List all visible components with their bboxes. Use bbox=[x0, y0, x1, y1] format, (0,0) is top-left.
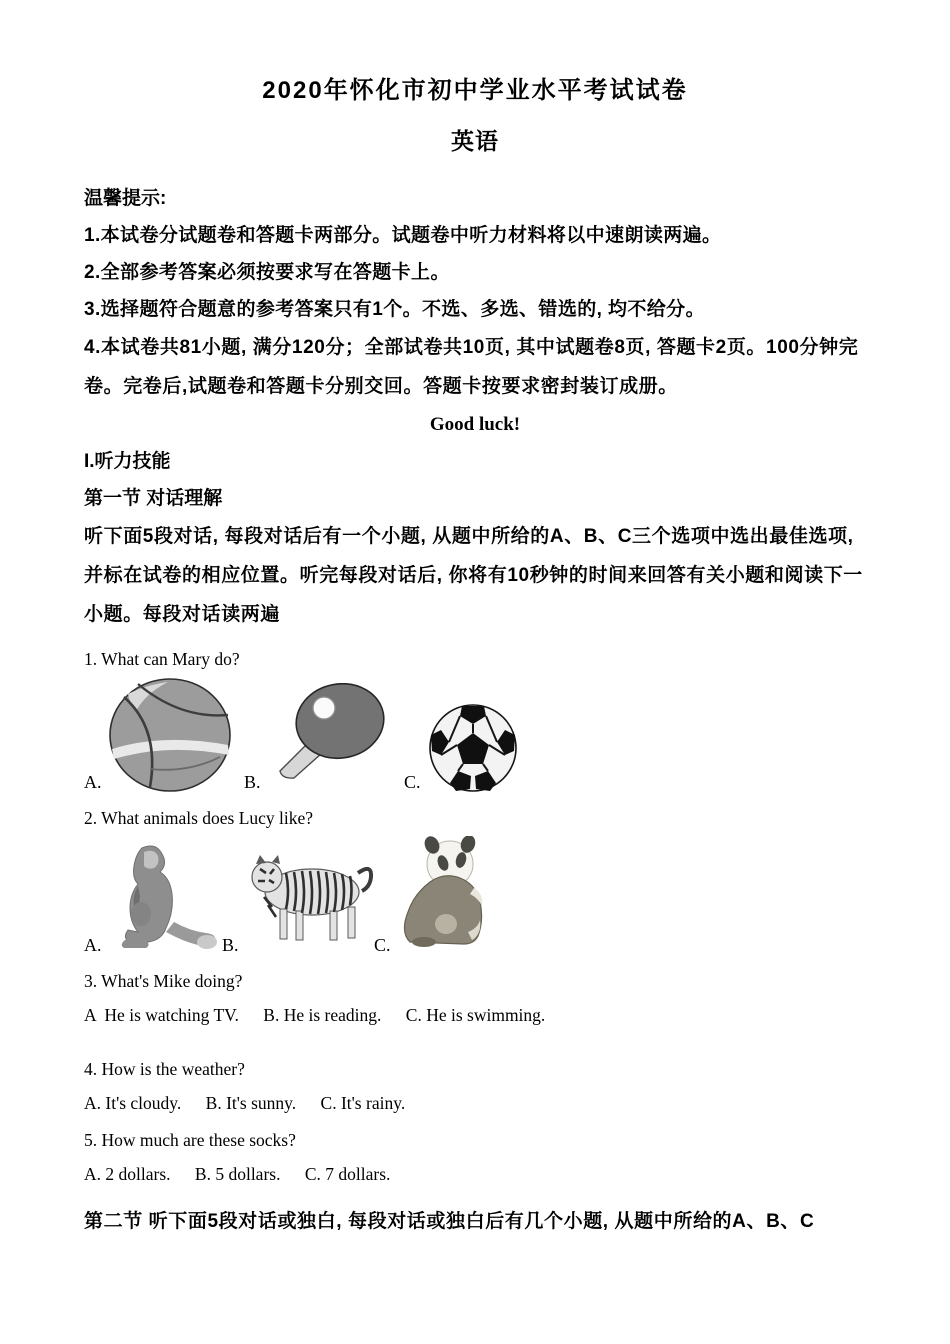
panda-image bbox=[398, 836, 488, 948]
tiger-image bbox=[246, 847, 374, 944]
question-2-options bbox=[84, 836, 866, 956]
page-title: 2020年怀化市初中学业水平考试试卷 bbox=[262, 77, 688, 104]
question-4-option-b: B. It's sunny. bbox=[205, 1093, 297, 1113]
question-4-option-c: C. It's rainy. bbox=[320, 1093, 406, 1113]
question-4-option-a: A. It's cloudy. bbox=[84, 1093, 182, 1113]
part1-title: 第一节 对话理解 bbox=[84, 488, 223, 509]
question-2-text: 2. What animals does Lucy like? bbox=[84, 808, 314, 828]
good-luck-text: Good luck! bbox=[429, 414, 521, 435]
question-4-options bbox=[84, 1091, 866, 1115]
question-1-option-c bbox=[404, 703, 518, 793]
option-label: C. bbox=[374, 935, 391, 955]
question-3-option-c: C. He is swimming. bbox=[405, 1005, 546, 1025]
question-5-options bbox=[84, 1162, 866, 1186]
notice-item-2: 2.全部参考答案必须按要求写在答题卡上。 bbox=[84, 262, 450, 283]
notice-item-1: 1.本试卷分试题卷和答题卡两部分。试题卷中听力材料将以中速朗读两遍。 bbox=[84, 225, 722, 246]
listening-section-title: I.听力技能 bbox=[84, 451, 171, 472]
option-label: A. bbox=[84, 935, 102, 955]
question-4-text: 4. How is the weather? bbox=[84, 1059, 245, 1079]
page-subject: 英语 bbox=[451, 128, 499, 154]
question-5-option-b: B. 5 dollars. bbox=[194, 1164, 281, 1184]
question-2-option-b bbox=[222, 847, 374, 956]
notice-item-3: 3.选择题符合题意的参考答案只有1个。不选、多选、错选的, 均不给分。 bbox=[84, 299, 705, 320]
notice-heading: 温馨提示: bbox=[84, 188, 167, 209]
option-label: B. bbox=[244, 772, 261, 792]
basketball-image bbox=[108, 677, 234, 793]
question-5-option-a: A. 2 dollars. bbox=[84, 1164, 171, 1184]
question-5-option-c: C. 7 dollars. bbox=[304, 1164, 391, 1184]
soccer-ball-image bbox=[428, 703, 518, 793]
question-3-option-a: A He is watching TV. bbox=[84, 1005, 239, 1025]
question-1-option-b bbox=[244, 683, 404, 793]
question-1-option-a bbox=[84, 677, 244, 793]
question-1-text: 1. What can Mary do? bbox=[84, 649, 240, 669]
question-3-options bbox=[84, 1003, 866, 1027]
question-2-option-c bbox=[374, 836, 488, 956]
option-label: B. bbox=[222, 935, 239, 955]
part1-instructions: 听下面5段对话, 每段对话后有一个小题, 从题中所给的A、B、C三个选项中选出最佳选项, 并标在试卷的相应位置。听完每段对话后, 你将有10秒钟的时间来回答有关小题和阅读下一小题。每段对话读两遍 bbox=[84, 526, 863, 625]
question-3-text: 3. What's Mike doing? bbox=[84, 971, 243, 991]
question-5-text: 5. How much are these socks? bbox=[84, 1130, 296, 1150]
table-tennis-paddle-image bbox=[268, 683, 386, 779]
notice-item-4: 4.本试卷共81小题, 满分120分；全部试卷共10页, 其中试题卷8页, 答题卡2页。100分钟完卷。完卷后,试题卷和答题卡分别交回。答题卡按要求密封装订成册。 bbox=[84, 337, 859, 397]
question-3-option-b: B. He is reading. bbox=[263, 1005, 382, 1025]
monkey-image bbox=[108, 838, 220, 956]
option-label: A. bbox=[84, 772, 102, 792]
part2-intro: 第二节 听下面5段对话或独白, 每段对话或独白后有几个小题, 从题中所给的A、B、C bbox=[84, 1211, 815, 1232]
question-2-option-a bbox=[84, 838, 222, 956]
question-1-options bbox=[84, 677, 866, 793]
option-label: C. bbox=[404, 772, 421, 792]
